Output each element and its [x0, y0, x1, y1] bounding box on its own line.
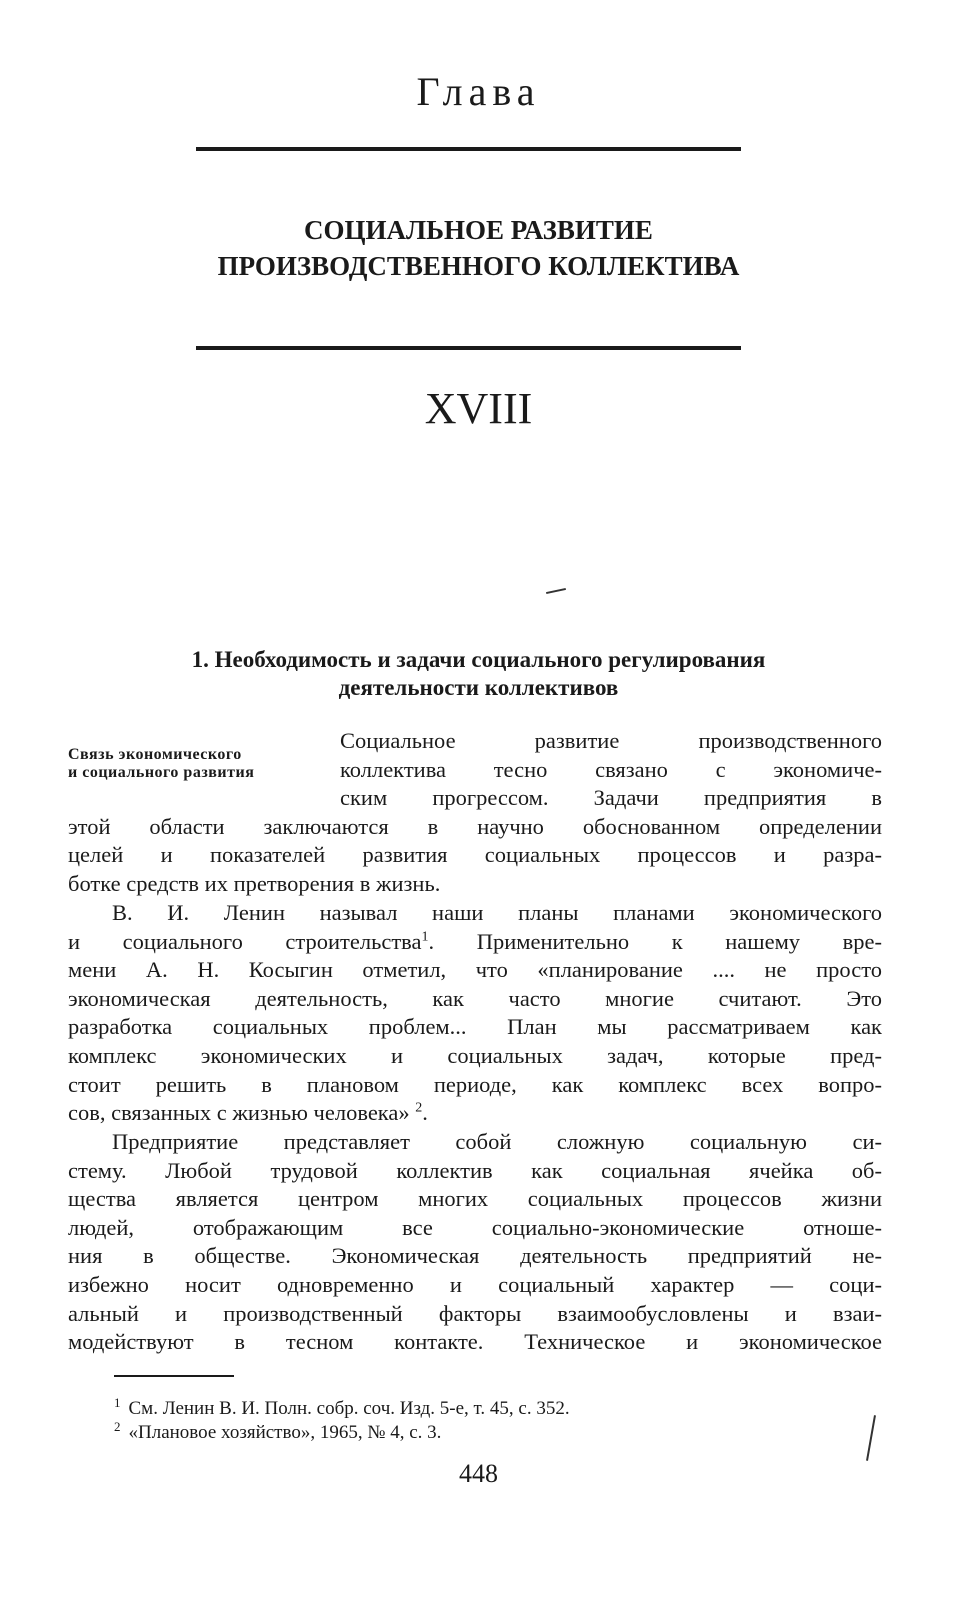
text-line: альный и производственный факторы взаимообусловлены и взаи-	[68, 1300, 882, 1326]
text-line	[68, 1099, 882, 1128]
text-line	[68, 928, 882, 957]
chapter-label: Глава	[416, 69, 541, 114]
stray-mark	[546, 588, 566, 594]
text-line: целей и показателей развития социальных процессов и разра-	[68, 842, 882, 868]
text-fragment: .	[422, 1100, 428, 1126]
text-line: В. И. Ленин называл наши планы планами экономического	[112, 900, 882, 925]
text-line: модействуют в тесном контакте. Техническое и экономическое	[68, 1329, 882, 1355]
footnote-text: «Плановое хозяйство», 1965, № 4, с. 3.	[128, 1422, 442, 1443]
footnotes	[114, 1394, 814, 1445]
text-line: ботке средств их претворения в жизнь.	[68, 870, 441, 896]
margin-note-line: Связь экономического	[68, 746, 242, 763]
text-line: Предприятие представляет собой сложную социальную си-	[112, 1129, 882, 1154]
text-line: экономическая деятельность, как часто многие считают. Это	[68, 985, 882, 1011]
bottom-rule	[196, 346, 741, 350]
text-line: разработка социальных проблем... План мы рассматриваем как	[68, 1014, 882, 1040]
page-number: 448	[459, 1459, 498, 1488]
text-line: ния в обществе. Экономическая деятельность предприятий не-	[68, 1243, 882, 1269]
text-line: мени А. Н. Косыгин отметил, что «планирование .... не просто	[68, 957, 882, 983]
paragraph-3	[68, 1128, 882, 1357]
text-line: Социальное развитие производственного	[340, 728, 882, 753]
footnote	[114, 1394, 814, 1421]
chapter-number: XVIII	[424, 384, 533, 433]
chapter-title-line: СОЦИАЛЬНОЕ РАЗВИТИЕ	[304, 215, 653, 245]
section-title-line: деятельности коллективов	[338, 675, 619, 700]
section-title-line: 1. Необходимость и задачи социального регулирования	[191, 647, 766, 672]
paragraph-1	[68, 727, 882, 899]
section-title	[80, 646, 877, 702]
footnote	[114, 1418, 814, 1445]
footnote-divider	[114, 1375, 234, 1377]
text-line: избежно носит одновременно и социальный характер — соци-	[68, 1271, 882, 1297]
text-fragment: и социального строительства	[68, 928, 422, 954]
text-line: стоит решить в плановом периоде, как комплекс всех вопро-	[68, 1071, 882, 1097]
margin-note-line: и социального развития	[68, 764, 255, 781]
text-line: этой области заключаются в научно обоснованном определении	[68, 813, 882, 839]
chapter-title-line: ПРОИЗВОДСТВЕННОГО КОЛЛЕКТИВА	[217, 251, 740, 281]
paragraph-2	[68, 899, 882, 1128]
chapter-title	[0, 212, 957, 284]
text-line: комплекс экономических и социальных задач, которые пред-	[68, 1042, 882, 1068]
footnote-number: 1	[114, 1394, 121, 1410]
top-rule	[196, 147, 741, 151]
footnote-text: См. Ленин В. И. Полн. собр. соч. Изд. 5-е, т. 45, с. 352.	[128, 1398, 570, 1419]
text-line: стему. Любой трудовой коллектив как социальная ячейка об-	[68, 1157, 882, 1183]
text-line: ским прогрессом. Задачи предприятия в	[340, 785, 882, 811]
text-line: щества является центром многих социальных процессов жизни	[68, 1186, 882, 1212]
text-fragment: сов, связанных с жизнью человека»	[68, 1100, 416, 1126]
text-line: людей, отображающим все социально-экономические отноше-	[68, 1214, 882, 1240]
footnote-number: 2	[114, 1418, 121, 1434]
footnote-ref[interactable]: 1	[421, 929, 429, 945]
text-line: коллектива тесно связано с экономиче-	[340, 756, 882, 782]
footnote-ref[interactable]: 2	[415, 1100, 423, 1116]
text-fragment: . Применительно к нашему вре-	[428, 928, 882, 954]
stray-mark	[866, 1415, 876, 1461]
